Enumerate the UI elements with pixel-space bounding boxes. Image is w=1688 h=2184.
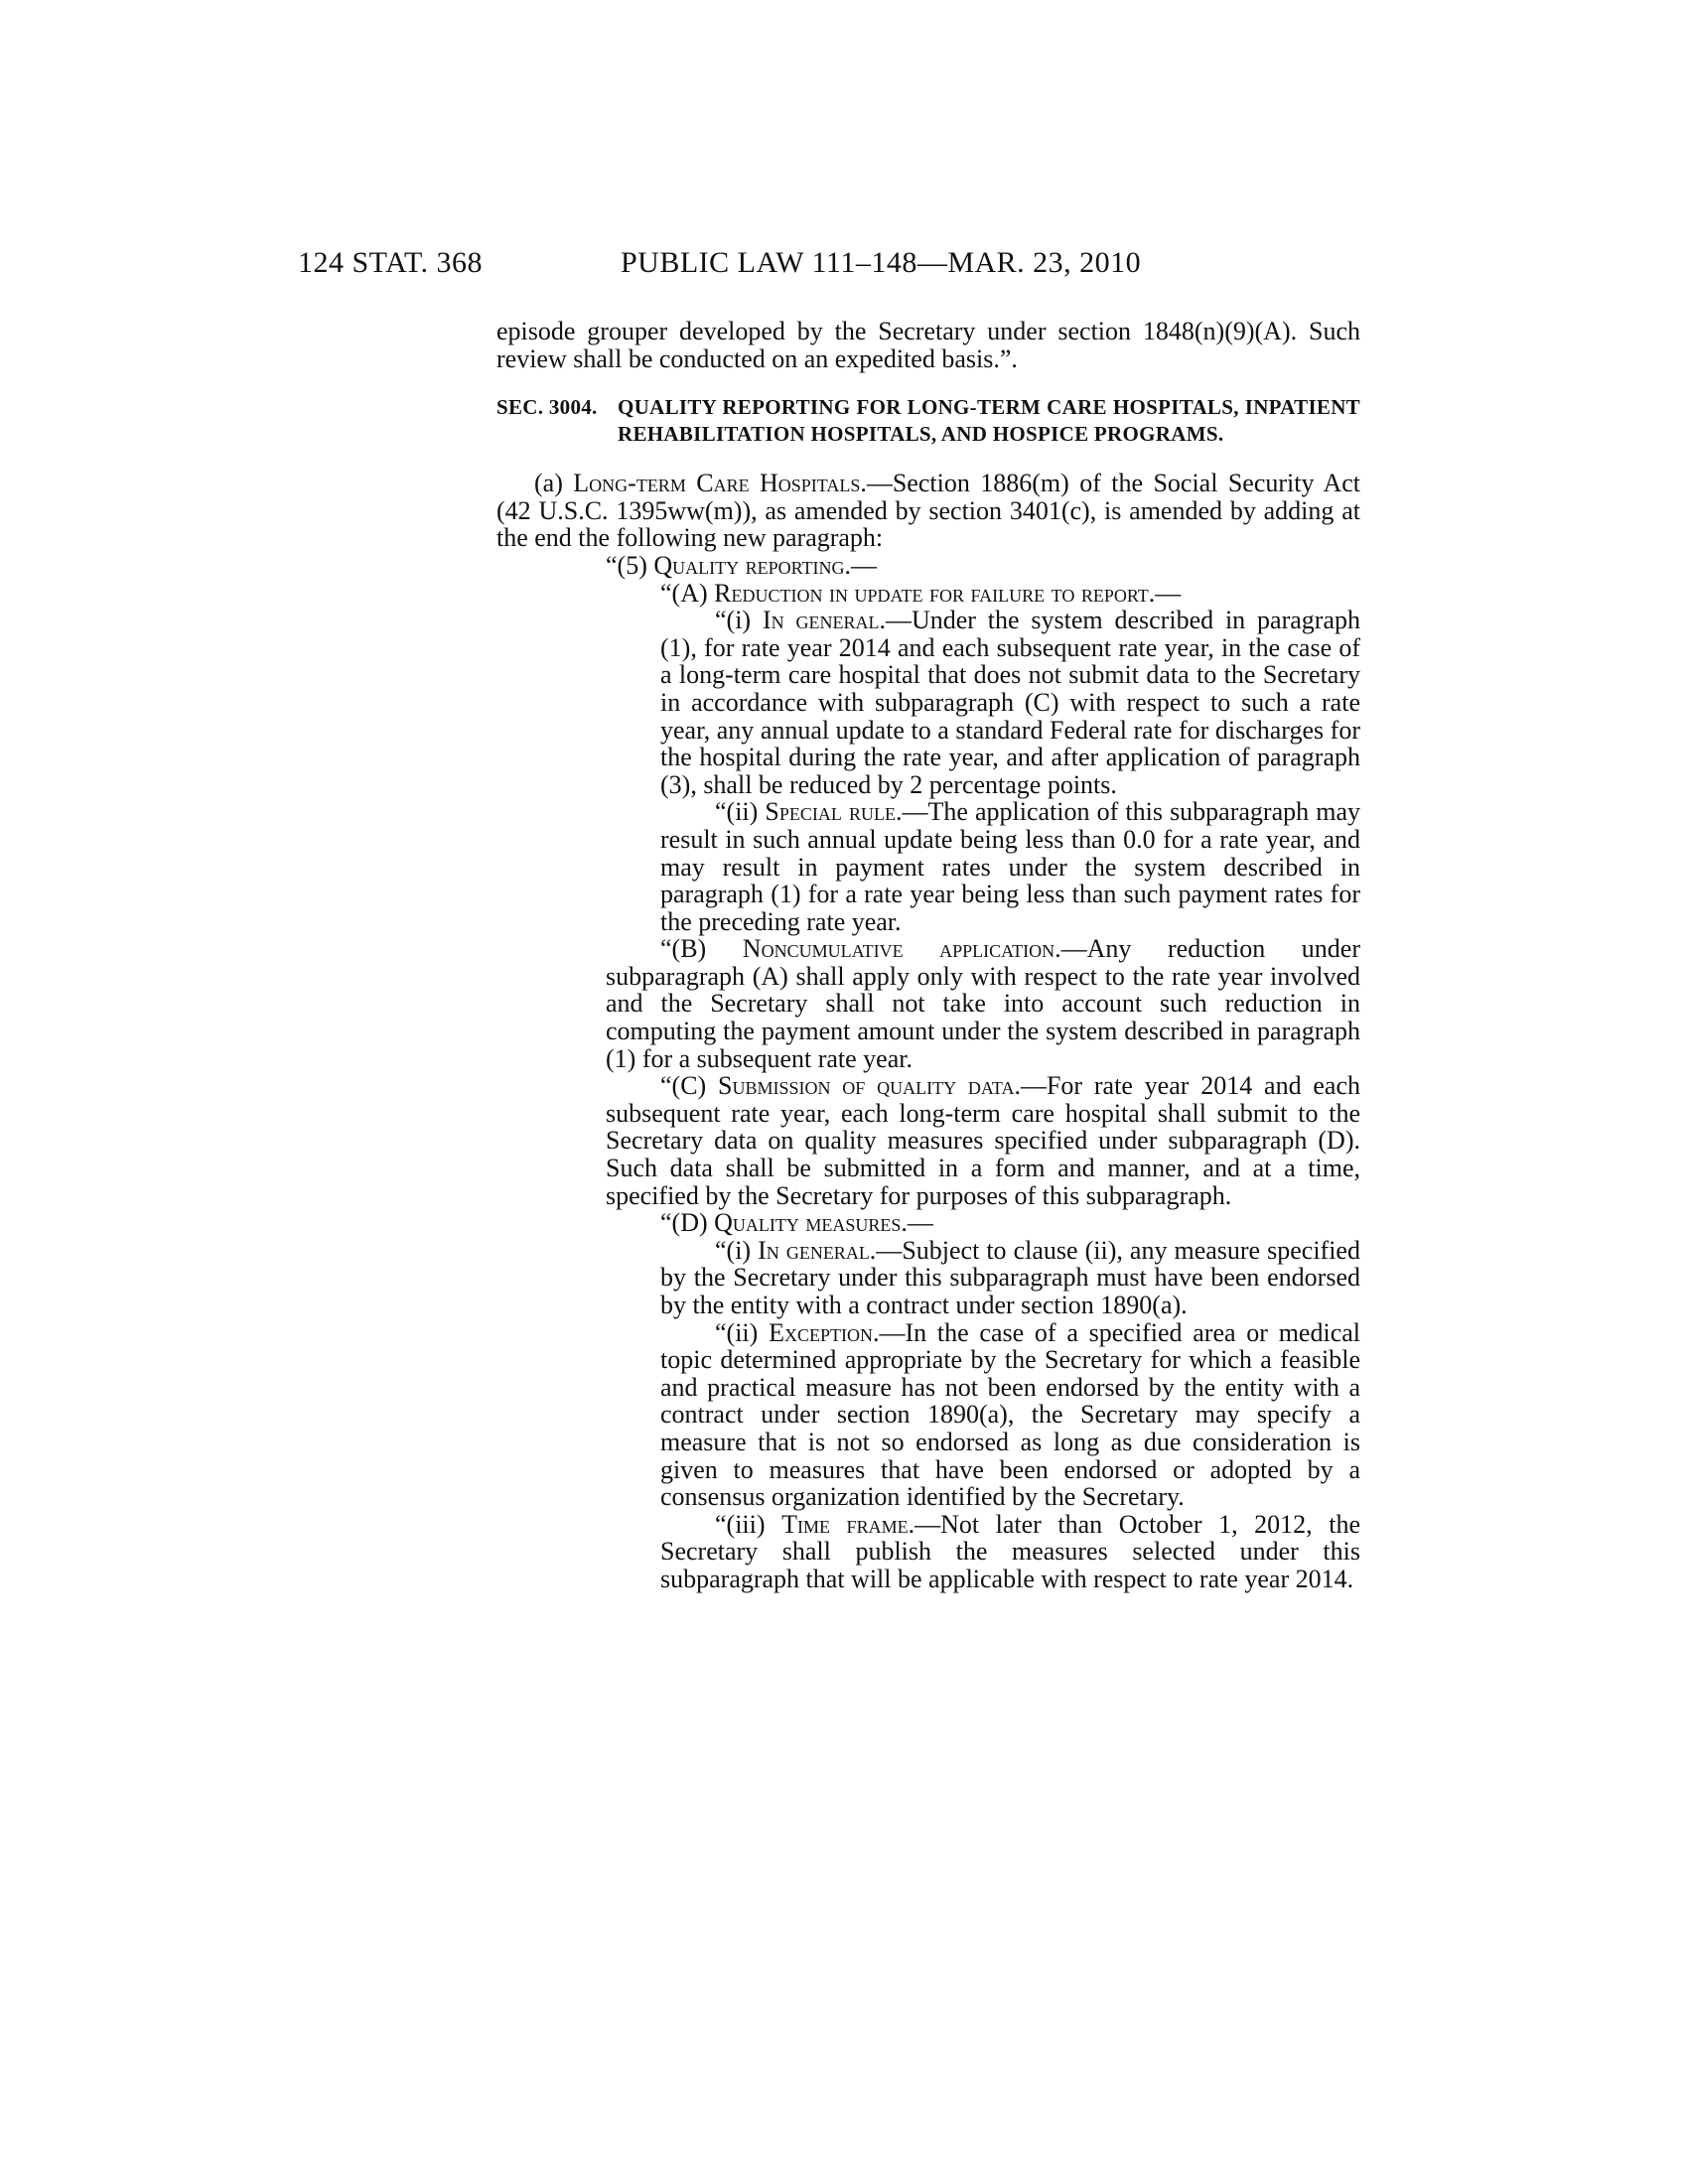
clause-d-i-text: —Subject to clause (ii), any measure specified by the Secretary under this subparagraph must have been endorsed by the entity with a contract under section 1890(a). bbox=[660, 1235, 1360, 1319]
statute-page-reference: 124 STAT. 368 bbox=[298, 246, 484, 279]
section-title: QUALITY REPORTING FOR LONG-TERM CARE HOSPITALS, INPATIENT REHABILITATION HOSPITALS, AND HOSPICE PROGRAMS. bbox=[618, 395, 1360, 447]
clause-a-ii-text: —The application of this subparagraph may result in such annual update being less than 0.0 for a rate year, and may result in payment rates under the system described in paragraph (1) for a rate year being less than such payment rates for the preceding rate year. bbox=[660, 797, 1360, 936]
continuation-paragraph: episode grouper developed by the Secretary under section 1848(n)(9)(A). Such review shall be conducted on an expedited basis.”. bbox=[496, 317, 1360, 373]
paragraph-5-text: — bbox=[851, 550, 878, 580]
subparagraph-a bbox=[606, 580, 1360, 608]
subparagraph-b-text: —Any reduction under subparagraph (A) shall apply only with respect to the rate year involved and the Secretary shall not take into account such reduction in computing the payment amount under the system described in paragraph (1) for a subsequent rate year. bbox=[606, 934, 1360, 1073]
clause-d-ii-heading: Exception. bbox=[769, 1317, 880, 1347]
clause-a-ii bbox=[660, 798, 1360, 935]
clause-a-ii-heading: Special rule. bbox=[765, 797, 903, 827]
subparagraph-c-label: “(C) bbox=[660, 1071, 719, 1101]
subparagraph-d-label: “(D) bbox=[660, 1208, 715, 1238]
subsection-a-label: (a) bbox=[534, 469, 574, 498]
subparagraph-a-label: “(A) bbox=[660, 578, 715, 608]
subparagraph-a-heading: Reduction in update for failure to report. bbox=[714, 578, 1156, 608]
section-heading bbox=[496, 394, 1360, 448]
paragraph-5 bbox=[496, 552, 1360, 580]
clause-d-ii bbox=[660, 1319, 1360, 1511]
clause-d-iii-text: —Not later than October 1, 2012, the Secretary shall publish the measures selected under this subparagraph that will be applicable with respect to rate year 2014. bbox=[660, 1509, 1360, 1593]
clause-d-i bbox=[660, 1237, 1360, 1319]
clause-a-i-text: —Under the system described in paragraph (1), for rate year 2014 and each subsequent rate year, in the case of a long-term care hospital that does not submit data to the Secretary in accordance with subparagraph (C) with respect to such a rate year, any annual update to a standard Federal rate for discharges for the hospital during the rate year, and after application of paragraph (3), shall be reduced by 2 percentage points. bbox=[660, 606, 1360, 799]
subparagraph-a-text: — bbox=[1155, 578, 1182, 608]
subsection-a-heading: Long-term Care Hospitals. bbox=[573, 469, 867, 498]
subparagraph-d bbox=[606, 1209, 1360, 1237]
clause-a-i-label: “(i) bbox=[715, 606, 763, 635]
subparagraph-d-text: — bbox=[907, 1208, 933, 1238]
subparagraph-c bbox=[606, 1072, 1360, 1209]
paragraph-5-heading: Quality reporting. bbox=[653, 550, 852, 580]
section-number: SEC. 3004. bbox=[496, 395, 598, 420]
document-body bbox=[496, 318, 1360, 1593]
clause-d-iii bbox=[660, 1511, 1360, 1593]
subsection-a-text: —Section 1886(m) of the Social Security Act (42 U.S.C. 1395ww(m)), as amended by section 3401(c), is amended by adding at the end the following new paragraph: bbox=[496, 469, 1361, 553]
page-header bbox=[298, 246, 1390, 290]
subparagraph-b-heading: Noncumulative application. bbox=[742, 934, 1061, 964]
clause-d-i-label: “(i) bbox=[715, 1235, 759, 1265]
clause-d-i-heading: In general. bbox=[758, 1235, 877, 1265]
clause-a-ii-label: “(ii) bbox=[715, 797, 766, 827]
clause-d-ii-label: “(ii) bbox=[715, 1317, 770, 1347]
subsection-a bbox=[496, 470, 1360, 552]
clause-a-i-heading: In general. bbox=[762, 606, 886, 635]
clause-d-iii-label: “(iii) bbox=[715, 1509, 782, 1539]
running-head: PUBLIC LAW 111–148—MAR. 23, 2010 bbox=[621, 246, 1142, 279]
paragraph-5-label: “(5) bbox=[606, 550, 654, 580]
subparagraph-d-heading: Quality measures. bbox=[714, 1208, 908, 1238]
clause-d-iii-heading: Time frame. bbox=[781, 1509, 915, 1539]
subparagraph-c-text: —For rate year 2014 and each subsequent rate year, each long-term care hospital shall submit to the Secretary data on quality measures specified under subparagraph (D). Such data shall be submitted in a form and manner, and at a time, specified by the Secretary for purposes of this subparagraph. bbox=[606, 1071, 1360, 1210]
subparagraph-c-heading: Submission of quality data. bbox=[718, 1071, 1021, 1101]
clause-d-ii-text: —In the case of a specified area or medical topic determined appropriate by the Secretary for which a feasible and practical measure has not been endorsed by the entity with a contract under section 1890(a), the Secretary may specify a measure that is not so endorsed as long as due consideration is given to measures that have been endorsed or adopted by a consensus organization identified by the Secretary. bbox=[660, 1317, 1360, 1512]
subparagraph-b-label: “(B) bbox=[660, 934, 743, 964]
clause-a-i bbox=[660, 607, 1360, 798]
subparagraph-b bbox=[606, 935, 1360, 1072]
